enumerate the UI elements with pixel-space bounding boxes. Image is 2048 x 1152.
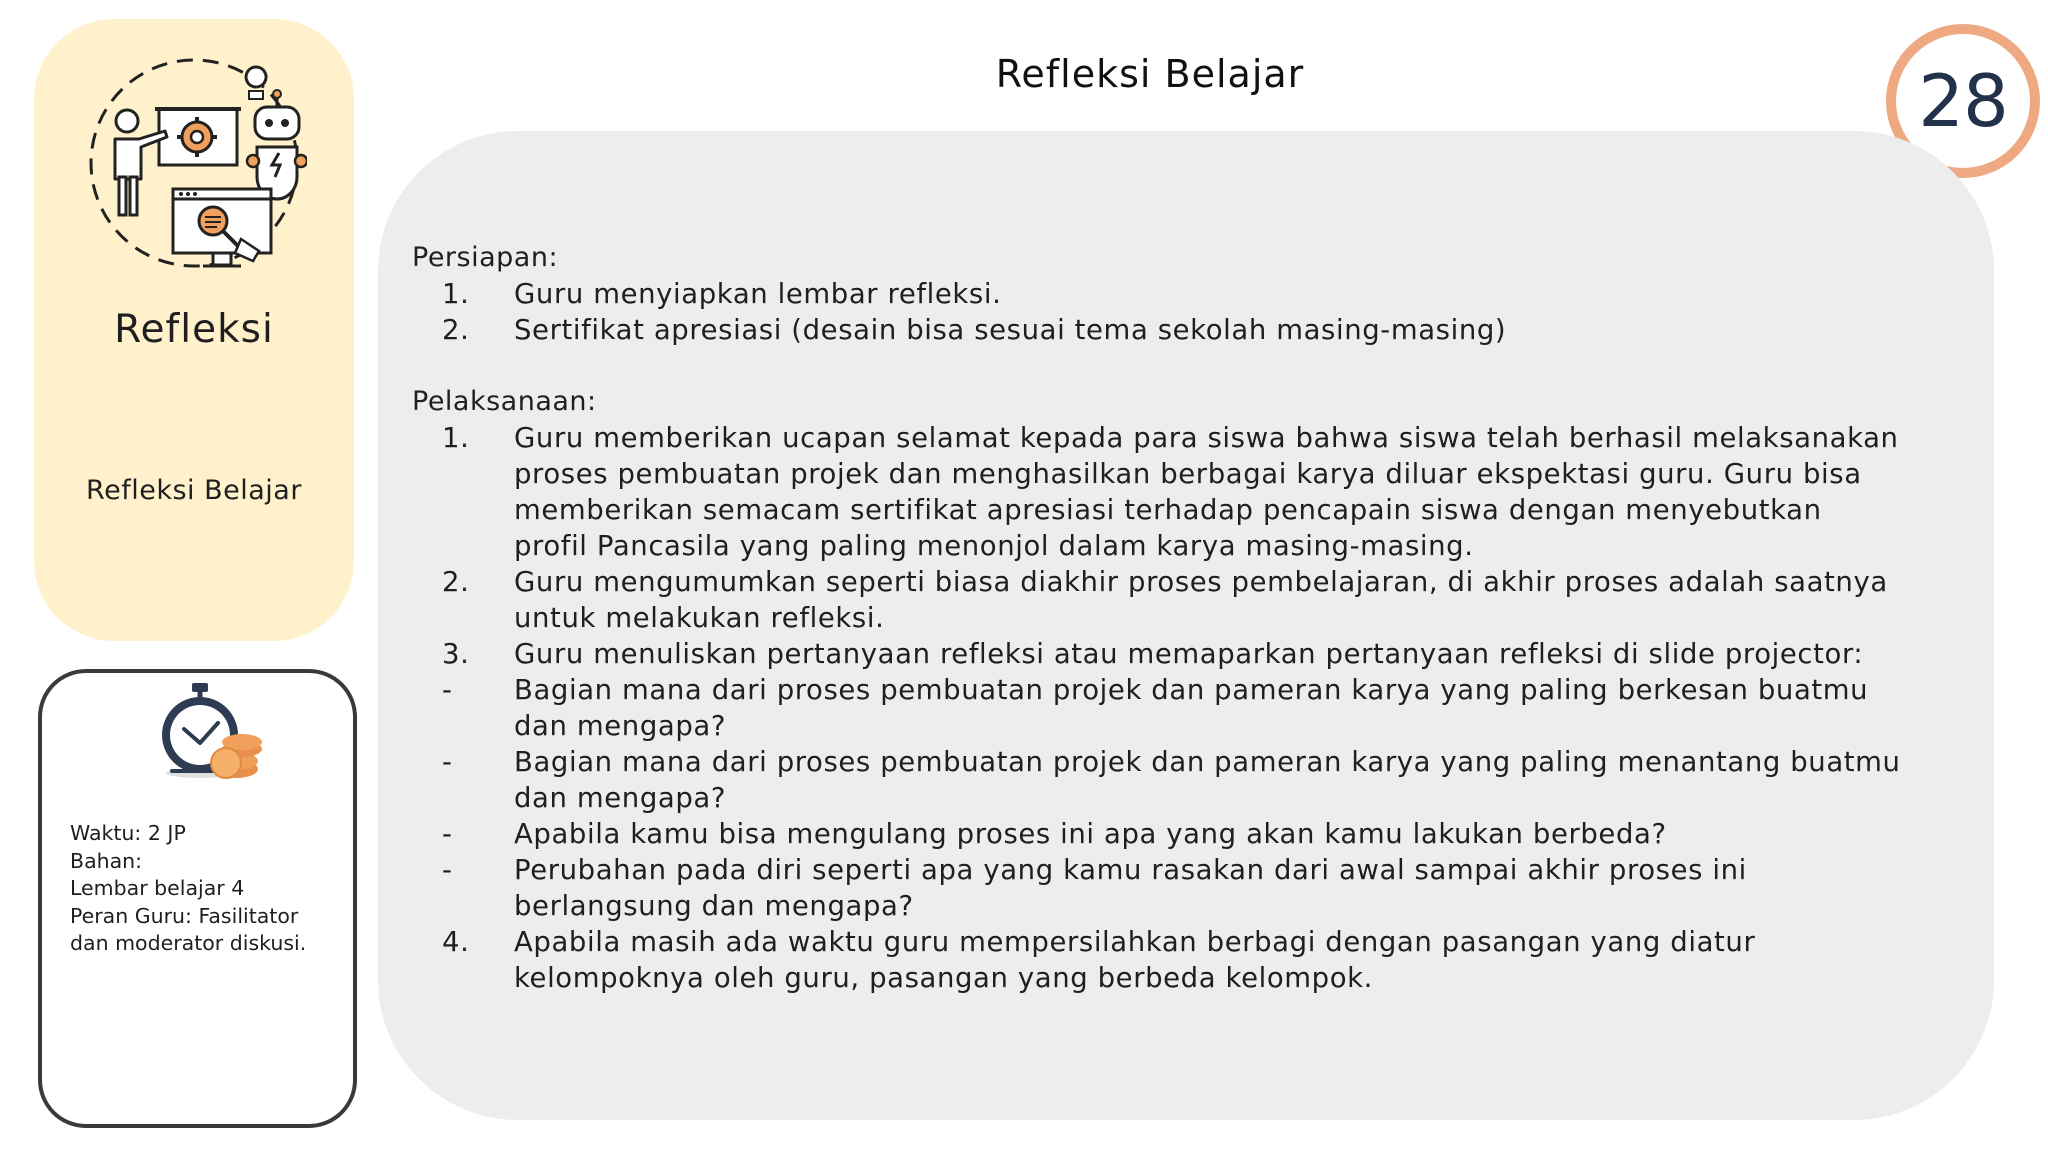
item-marker: - xyxy=(442,746,453,778)
info-teacher-role-cont: dan moderator diskusi. xyxy=(70,931,307,955)
item-text: Guru memberikan ucapan selamat kepada para siswa bahwa siswa telah berhasil melaksanakan proses pembuatan projek dan menghasilkan berbagai karya diluar ekspektasi guru. Guru bisa memberikan semacam sertifikat apresiasi terhadap pencapain siswa dengan menyebutkan profil Pancasila yang paling menonjol dalam karya masing-masing. xyxy=(514,422,1899,562)
info-materials-label: Bahan: xyxy=(70,848,143,873)
implementation-subitem xyxy=(442,672,1902,744)
item-text: Apabila kamu bisa mengulang proses ini apa yang akan kamu lakukan berbeda? xyxy=(514,818,1667,850)
item-marker: - xyxy=(442,674,453,706)
slide-title: Refleksi Belajar xyxy=(995,52,1305,96)
implementation-subitem xyxy=(442,816,1902,852)
implementation-heading: Pelaksanaan: xyxy=(412,386,597,417)
page-number: 28 xyxy=(1918,59,2008,143)
item-text: Guru menuliskan pertanyaan refleksi atau memaparkan pertanyaan refleksi di slide projector: xyxy=(514,638,1864,670)
item-text: Apabila masih ada waktu guru mempersilahkan berbagi dengan pasangan yang diatur kelompoknya oleh guru, pasangan yang berbeda kelompok. xyxy=(514,926,1756,994)
preparation-item xyxy=(442,312,1902,348)
item-marker: - xyxy=(442,854,453,886)
clock-coins-icon xyxy=(160,681,270,785)
info-materials: Lembar belajar 4 xyxy=(70,876,245,900)
topic-title: Refleksi xyxy=(114,307,274,352)
item-marker: 1. xyxy=(442,422,470,454)
item-text: Guru menyiapkan lembar refleksi. xyxy=(514,278,1002,310)
item-marker: 2. xyxy=(442,314,470,346)
info-lines xyxy=(70,820,306,958)
info-teacher-role: Peran Guru: Fasilitator xyxy=(70,903,299,928)
implementation-item xyxy=(442,924,1902,996)
info-time: Waktu: 2 JP xyxy=(70,821,186,845)
item-text: Guru mengumumkan seperti biasa diakhir proses pembelajaran, di akhir proses adalah saatnya untuk melakukan refleksi. xyxy=(514,566,1888,634)
topic-subtitle: Refleksi Belajar xyxy=(86,475,302,506)
topic-card xyxy=(34,19,354,641)
implementation-item xyxy=(442,636,1902,672)
item-marker: 4. xyxy=(442,926,470,958)
implementation-item xyxy=(442,420,1902,564)
preparation-item xyxy=(442,276,1902,312)
item-marker: 3. xyxy=(442,638,470,670)
implementation-subitem xyxy=(442,744,1902,816)
implementation-subitem xyxy=(442,852,1902,924)
implementation-item xyxy=(442,564,1902,636)
item-text: Perubahan pada diri seperti apa yang kamu rasakan dari awal sampai akhir proses ini berlangsung dan mengapa? xyxy=(514,854,1747,922)
preparation-heading: Persiapan: xyxy=(412,242,559,273)
info-card xyxy=(38,669,357,1128)
item-marker: 2. xyxy=(442,566,470,598)
item-text: Bagian mana dari proses pembuatan projek dan pameran karya yang paling menantang buatmu dan mengapa? xyxy=(514,746,1901,814)
item-marker: - xyxy=(442,818,453,850)
item-text: Bagian mana dari proses pembuatan projek dan pameran karya yang paling berkesan buatmu dan mengapa? xyxy=(514,674,1869,742)
item-text: Sertifikat apresiasi (desain bisa sesuai tema sekolah masing-masing) xyxy=(514,314,1507,346)
item-marker: 1. xyxy=(442,278,470,310)
